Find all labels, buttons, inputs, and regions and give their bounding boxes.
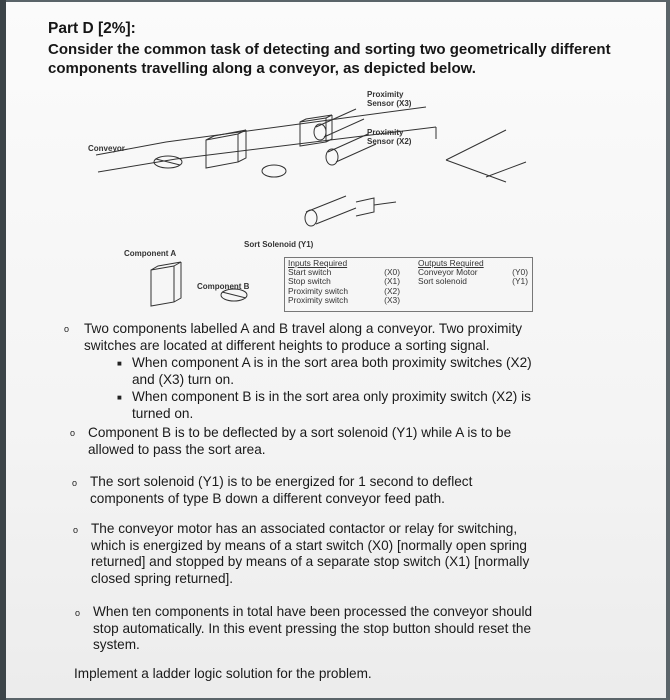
table-row: Proximity switch (X3): [288, 294, 400, 305]
bullet-circle: o: [70, 428, 76, 438]
inputs-header: Inputs Required: [288, 258, 348, 268]
component-b-disc: [262, 165, 286, 177]
sensor-x2-label: Proximity Sensor (X2): [367, 128, 412, 146]
table-row: Sort solenoid (Y1): [418, 276, 528, 287]
bullet-text: The conveyor motor has an associated contactor or relay for switching, which is energized by means of a start switch (X0) [normally open spring returned] and stopped by means of a separate stop switch (X1) [normally closed spring returned].: [91, 521, 530, 586]
bullet-circle: o: [73, 525, 79, 535]
bullet-square: ■: [117, 393, 122, 402]
bullet-circle: o: [75, 608, 81, 618]
bullet-text: When ten components in total have been processed the conveyor should stop automatically. In this event pressing the stop button should reset the system.: [93, 604, 533, 653]
outputs-table: [418, 259, 528, 287]
table-row: Conveyor Motor (Y0): [418, 267, 528, 278]
deflector-chute: [446, 130, 526, 182]
bullet-text: Component B is to be deflected by a sort solenoid (Y1) while A is to be allowed to pass the sort area.: [88, 425, 512, 457]
part-heading: Part D [2%]:: [48, 20, 136, 37]
sensor-x3-label: Proximity Sensor (X3): [367, 90, 412, 108]
sort-solenoid-label: Sort Solenoid (Y1): [244, 240, 314, 249]
bullet-square: ■: [117, 359, 122, 368]
bullet-circle: o: [64, 324, 70, 334]
sub-bullet-text: When component B is in the sort area only proximity switch (X2) is turned on.: [132, 389, 531, 421]
component-a-icon: [151, 262, 181, 306]
table-row: Start switch (X0): [288, 267, 400, 278]
bullet-circle: o: [72, 478, 78, 488]
task-instruction: Implement a ladder logic solution for the problem.: [74, 666, 372, 681]
outputs-header: Outputs Required: [418, 258, 484, 268]
bullet-text: The sort solenoid (Y1) is to be energized for 1 second to deflect components of type B down a different conveyor feed path.: [90, 474, 473, 506]
sort-solenoid-icon: [306, 196, 356, 224]
sensor-x3-icon: [316, 109, 364, 137]
inputs-table: [288, 259, 400, 305]
intro-text: Consider the common task of detecting and sorting two geometrically different components travelling along a conveyor, as depicted below.: [48, 41, 611, 77]
conveyor-label: Conveyor: [88, 144, 125, 153]
table-row: Proximity switch (X2): [288, 285, 400, 296]
component-b-label: Component B: [197, 282, 250, 291]
component-a-label: Component A: [124, 249, 177, 258]
table-row: Stop switch (X1): [288, 276, 400, 287]
document-page: [6, 2, 666, 698]
sub-bullet-text: When component A is in the sort area both proximity switches (X2) and (X3) turn on.: [132, 355, 532, 387]
bullet-text: Two components labelled A and B travel along a conveyor. Two proximity switches are located at different heights to produce a sorting signal.: [84, 321, 523, 353]
